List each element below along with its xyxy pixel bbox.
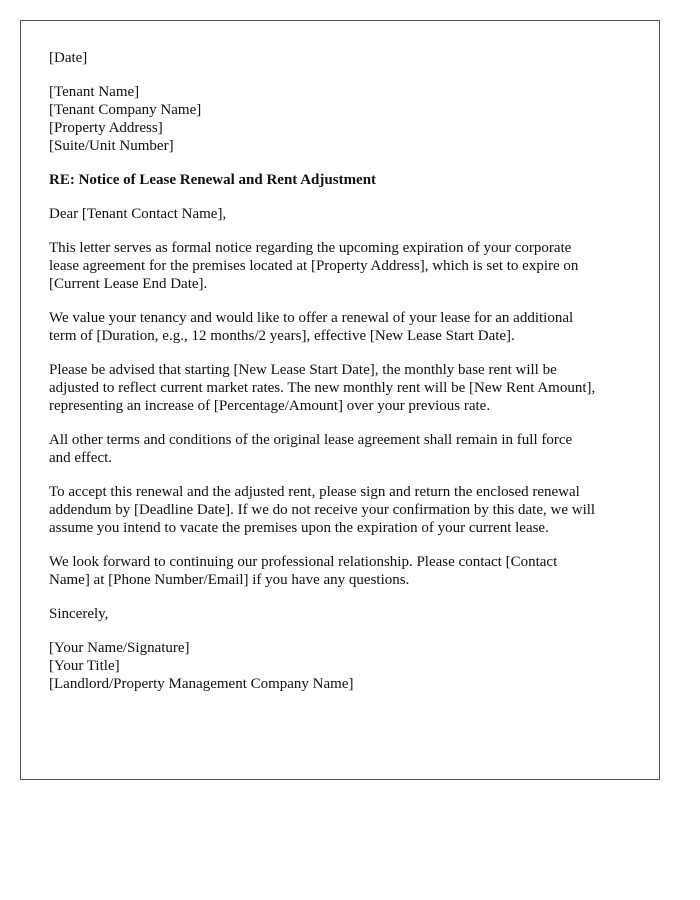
paragraph-acceptance-instructions	[49, 483, 633, 537]
paragraph-line: representing an increase of [Percentage/Amount] over your previous rate.	[49, 398, 491, 414]
letter-document	[20, 20, 660, 780]
paragraph-line: lease agreement for the premises located at [Property Address], which is set to expire on	[49, 258, 579, 274]
closing-block	[49, 605, 631, 623]
paragraph-line: This letter serves as formal notice regarding the upcoming expiration of your corporate	[49, 240, 572, 256]
paragraph-line: adjusted to reflect current market rates. The new monthly rent will be [New Rent Amount],	[49, 380, 596, 396]
paragraph-line: term of [Duration, e.g., 12 months/2 years], effective [New Lease Start Date].	[49, 328, 515, 344]
paragraph-line: and effect.	[49, 450, 113, 466]
paragraph-expiration-notice	[49, 239, 633, 293]
letter-date: [Date]	[49, 50, 88, 66]
salutation-block	[49, 205, 631, 223]
recipient-tenant-name: [Tenant Name]	[49, 84, 140, 100]
signature-title: [Your Title]	[49, 658, 120, 674]
paragraph-line: [Current Lease End Date].	[49, 276, 208, 292]
recipient-property-address: [Property Address]	[49, 120, 163, 136]
date-block	[49, 49, 631, 67]
recipient-address-block	[49, 83, 631, 155]
letter-subject: RE: Notice of Lease Renewal and Rent Adjustment	[49, 172, 377, 188]
paragraph-line: addendum by [Deadline Date]. If we do not receive your confirmation by this date, we will	[49, 502, 596, 518]
letter-closing: Sincerely,	[49, 606, 109, 622]
paragraph-line: We look forward to continuing our professional relationship. Please contact [Contact	[49, 554, 558, 570]
paragraph-line: assume you intend to vacate the premises upon the expiration of your current lease.	[49, 520, 549, 536]
letter-salutation: Dear [Tenant Contact Name],	[49, 206, 227, 222]
recipient-suite-number: [Suite/Unit Number]	[49, 138, 174, 154]
paragraph-line: All other terms and conditions of the original lease agreement shall remain in full force	[49, 432, 573, 448]
signature-block	[49, 639, 631, 693]
paragraph-contact	[49, 553, 633, 589]
paragraph-terms-remain	[49, 431, 633, 467]
paragraph-line: We value your tenancy and would like to offer a renewal of your lease for an additional	[49, 310, 574, 326]
signature-company: [Landlord/Property Management Company Name]	[49, 676, 354, 692]
paragraph-line: Name] at [Phone Number/Email] if you have any questions.	[49, 572, 410, 588]
subject-block	[49, 171, 631, 189]
paragraph-line: Please be advised that starting [New Lease Start Date], the monthly base rent will be	[49, 362, 557, 378]
paragraph-renewal-offer	[49, 309, 633, 345]
paragraph-line: To accept this renewal and the adjusted rent, please sign and return the enclosed renewal	[49, 484, 580, 500]
signature-name: [Your Name/Signature]	[49, 640, 190, 656]
recipient-company-name: [Tenant Company Name]	[49, 102, 202, 118]
paragraph-rent-adjustment	[49, 361, 633, 415]
